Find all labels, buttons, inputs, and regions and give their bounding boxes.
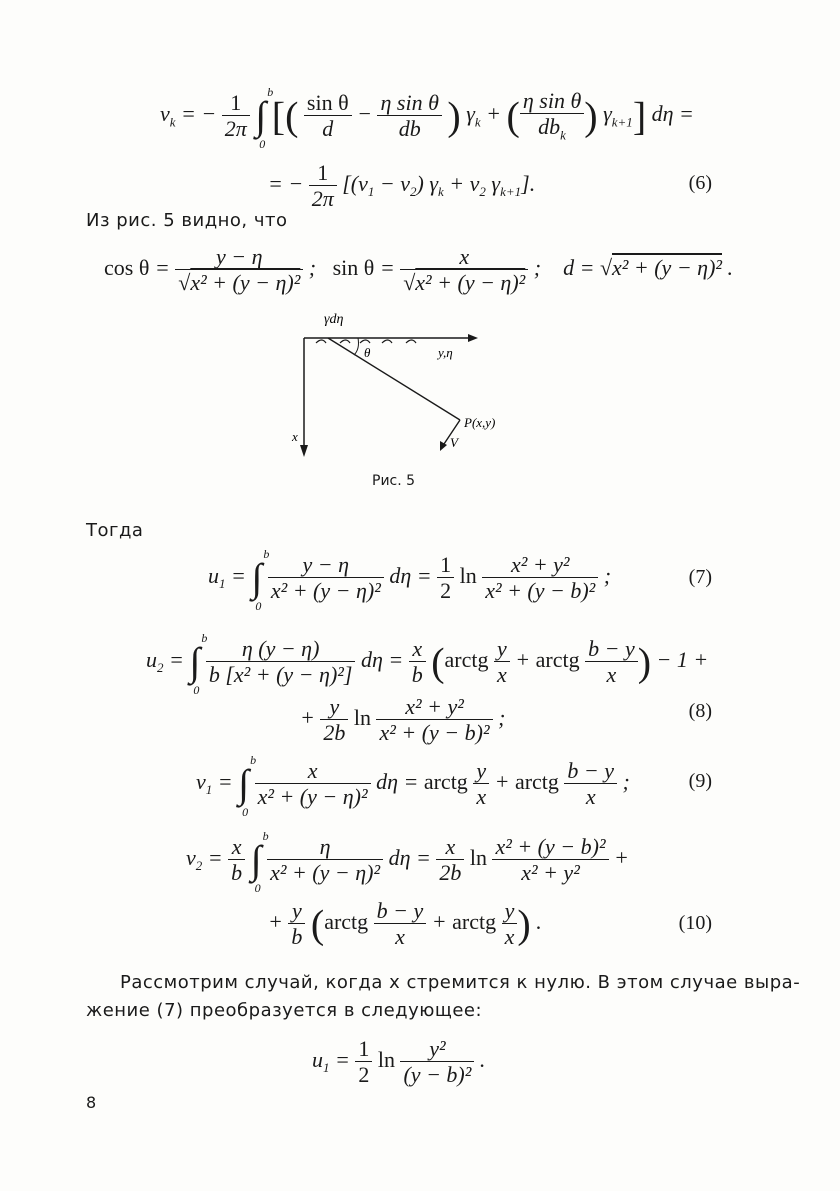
equation-10-line-1: $v_2$ = $\frac{x}{b}$ ∫ b 0 $\frac{\eta}{\text{x² + (y − η)²}}$ dη = $\frac{x}{2b}$ ln $\frac{\text{x² + (y − b)²}}{\text{x² + y²}}$ + <box>186 829 629 896</box>
equation-6-line-2: = − $\frac{1}{2\pi}$ [$(v_1 - v_2) \gamma_k + v_2$ $\gamma_{k+1}$]. <box>268 160 536 212</box>
equation-number-9: (9) <box>688 770 712 792</box>
equation-8-line-1: $u_2$ = ∫ b 0 $\frac{\eta (y - \eta)}{\text{b [x² + (y − η)²]}}$ dη = $\frac{x}{b}$ (arctg $\frac{y}{x}$ + arctg $\frac{b - y}{x}$ ) − 1 + <box>146 631 709 698</box>
paragraph-from-figure: Из рис. 5 видно, что <box>86 210 288 231</box>
equation-number-10: (10) <box>678 912 712 934</box>
label-gamma: γdη <box>324 312 344 327</box>
velocity-arrow <box>440 441 447 451</box>
figure-caption: Рис. 5 <box>372 473 416 489</box>
label-axis-y: y,η <box>438 345 453 360</box>
paragraph-line-2: жение (7) преобразуется в следующее: <box>86 1000 483 1021</box>
paragraph-line-1: Рассмотрим случай, когда x стремится к нулю. В этом случае выра- <box>120 972 801 993</box>
label-theta: θ <box>364 345 371 360</box>
equation-number-8: (8) <box>688 700 712 722</box>
equation-number-7: (7) <box>688 566 712 588</box>
label-axis-x: x <box>292 429 298 444</box>
figure-5 <box>290 305 530 475</box>
axis-y-arrow <box>468 334 478 342</box>
equation-final: $u_1$ = $\frac{1}{2}$ ln $\frac{\text{y²}}{\text{(y − b)²}}$ . <box>312 1036 486 1088</box>
paragraph-then: Тогда <box>86 520 144 541</box>
equation-8-line-2: + $\frac{y}{2b}$ ln $\frac{\text{x² + y²}}{\text{x² + (y − b)²}}$ ; <box>300 694 506 746</box>
label-point: P(x,y) <box>464 415 496 430</box>
equation-9: $v_1$ = ∫ b 0 $\frac{x}{\text{x² + (y − η)²}}$ dη = arctg $\frac{y}{x}$ + arctg $\frac{b - y}{x}$ ; <box>196 753 630 820</box>
equation-7: $u_1$ = ∫ b 0 $\frac{y - \eta}{\text{x² + (y − η)²}}$ dη = $\frac{1}{2}$ ln $\frac{\text{x² + y²}}{\text{x² + (y − b)²}}$ ; <box>208 547 612 614</box>
theta-arc <box>354 338 359 355</box>
page-number: 8 <box>86 1093 97 1112</box>
axis-x-arrow <box>300 445 308 457</box>
equation-6-line-1: $v_k$ = − $\frac{1}{2\pi}$ ∫ b 0 [( $\frac{\text{sin θ}}{d}$ − $\frac{\text{η sin θ}}{db}$ ) $\gamma_k$ + ( $\frac{\text{η sin θ}}{db_k}$ ) $\gamma_{k+1}$] dη = <box>160 85 694 152</box>
equation-definitions: cos θ = $\frac{y - \eta}{\text{√x² + (y − η)²}}$ ; sin θ = $\frac{x}{\text{√x² + (y − η)²}}$ ; d = √x² + (y − η)² . <box>104 244 733 296</box>
equation-10-line-2: + $\frac{y}{b}$ (arctg $\frac{b - y}{x}$ + arctg $\frac{y}{x}$ ) . <box>268 898 542 950</box>
label-velocity: V <box>450 435 458 450</box>
equation-number-6: (6) <box>688 172 712 194</box>
